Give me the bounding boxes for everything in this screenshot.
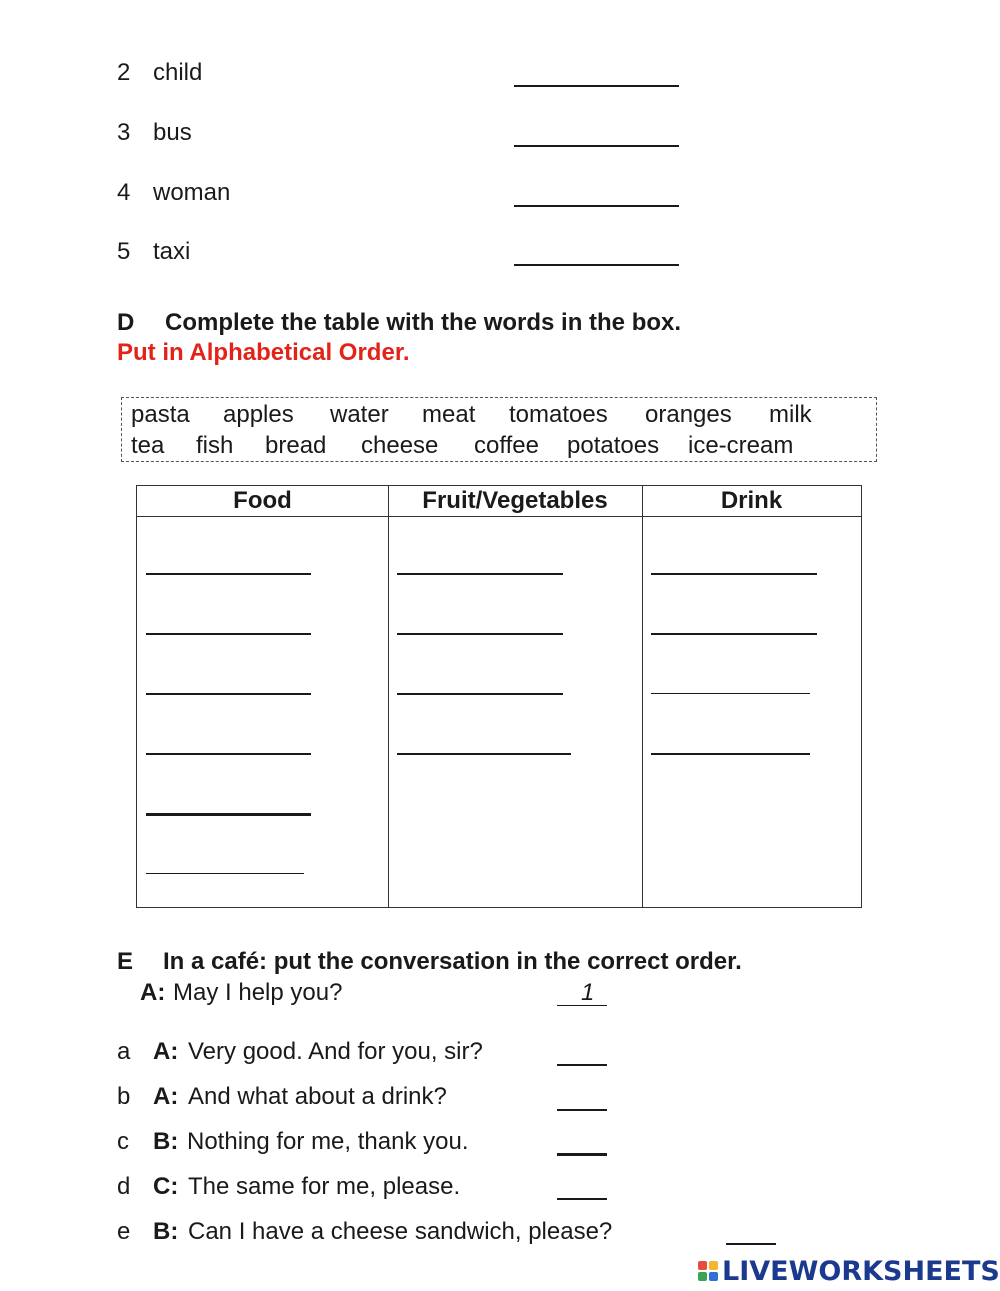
logo-block — [698, 1261, 707, 1270]
food-blank[interactable] — [146, 633, 311, 635]
food-blank[interactable] — [146, 813, 311, 816]
item-speaker: C: — [153, 1173, 179, 1200]
item-letter: e — [117, 1218, 131, 1245]
item-text: And what about a drink? — [188, 1083, 447, 1110]
item-word: bus — [153, 119, 192, 146]
fruit-blank[interactable] — [397, 753, 571, 755]
item-word: child — [153, 59, 203, 86]
word: ice-cream — [688, 432, 794, 459]
first-line: May I help you? — [173, 979, 343, 1006]
drink-blank[interactable] — [651, 633, 817, 635]
item-text: Very good. And for you, sir? — [188, 1038, 483, 1065]
item-speaker: A: — [153, 1038, 179, 1065]
answer-blank[interactable] — [514, 85, 679, 87]
section-e-instruction: In a café: put the conversation in the correct order. — [163, 948, 742, 975]
header-food: Food — [233, 487, 292, 514]
word: oranges — [645, 401, 732, 428]
drink-blank[interactable] — [651, 573, 817, 575]
item-letter: b — [117, 1083, 131, 1110]
food-blank[interactable] — [146, 693, 311, 695]
word: apples — [223, 401, 294, 428]
order-blank[interactable] — [557, 1153, 607, 1156]
fruit-blank[interactable] — [397, 693, 563, 695]
item-letter: c — [117, 1128, 129, 1155]
column-divider — [642, 486, 643, 907]
food-blank[interactable] — [146, 873, 304, 874]
item-text: Can I have a cheese sandwich, please? — [188, 1218, 613, 1245]
order-blank[interactable] — [726, 1243, 776, 1245]
section-d-letter: D — [117, 309, 135, 336]
item-speaker: A: — [153, 1083, 179, 1110]
fruit-blank[interactable] — [397, 573, 563, 575]
item-speaker: B: — [153, 1128, 179, 1155]
item-text: The same for me, please. — [188, 1173, 461, 1200]
word: potatoes — [567, 432, 660, 459]
food-blank[interactable] — [146, 573, 311, 575]
item-number: 5 — [117, 238, 131, 265]
first-answer-underline — [557, 1005, 607, 1006]
category-table — [136, 485, 862, 908]
word: tea — [131, 432, 165, 459]
header-drink: Drink — [720, 487, 783, 514]
word: coffee — [474, 432, 539, 459]
answer-blank[interactable] — [514, 205, 679, 207]
liveworksheets-logo — [698, 1256, 1000, 1286]
first-answer: 1 — [581, 979, 595, 1006]
order-blank[interactable] — [557, 1109, 607, 1111]
item-letter: d — [117, 1173, 131, 1200]
word: pasta — [131, 401, 190, 428]
logo-block — [698, 1272, 707, 1281]
column-divider — [388, 486, 389, 907]
item-word: woman — [153, 179, 231, 206]
item-text: Nothing for me, thank you. — [187, 1128, 469, 1155]
item-letter: a — [117, 1038, 131, 1065]
section-e-letter: E — [117, 948, 134, 975]
food-blank[interactable] — [146, 753, 311, 755]
word: meat — [422, 401, 476, 428]
answer-blank[interactable] — [514, 264, 679, 266]
word: tomatoes — [509, 401, 608, 428]
section-d-subinstruction: Put in Alphabetical Order. — [117, 339, 410, 366]
order-blank[interactable] — [557, 1064, 607, 1066]
logo-blocks-icon — [698, 1261, 718, 1281]
item-speaker: B: — [153, 1218, 179, 1245]
answer-blank[interactable] — [514, 145, 679, 147]
logo-text: LIVEWORKSHEETS — [722, 1255, 1000, 1287]
item-word: taxi — [153, 238, 191, 265]
word: milk — [769, 401, 812, 428]
fruit-blank[interactable] — [397, 633, 563, 635]
word: cheese — [361, 432, 439, 459]
word: bread — [265, 432, 327, 459]
order-blank[interactable] — [557, 1198, 607, 1200]
item-number: 4 — [117, 179, 131, 206]
first-speaker: A: — [140, 979, 166, 1006]
drink-blank[interactable] — [651, 753, 810, 755]
word: water — [330, 401, 389, 428]
word: fish — [196, 432, 234, 459]
section-d-instruction: Complete the table with the words in the box. — [165, 309, 682, 336]
logo-block — [709, 1261, 718, 1270]
header-fruit-vegetables: Fruit/Vegetables — [422, 487, 608, 514]
drink-blank[interactable] — [651, 693, 810, 694]
logo-block — [709, 1272, 718, 1281]
item-number: 3 — [117, 119, 131, 146]
item-number: 2 — [117, 59, 131, 86]
